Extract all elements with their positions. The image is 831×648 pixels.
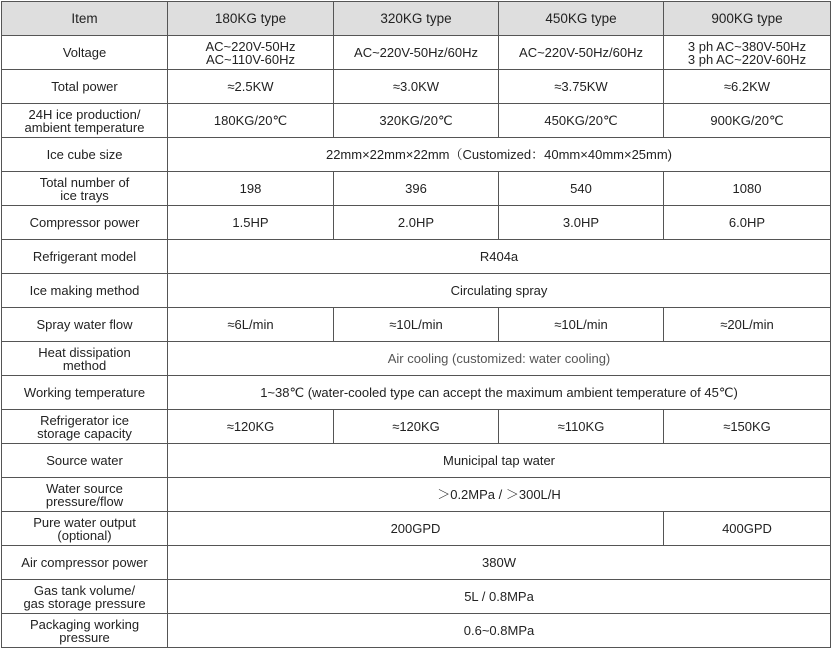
label-water-pressure <box>2 478 168 512</box>
value-voltage-320: AC~220V-50Hz/60Hz <box>334 36 499 70</box>
specification-table <box>1 1 831 648</box>
value-storage-180: ≈120KG <box>168 410 334 444</box>
pure-water-label-line2: (optional) <box>57 527 112 543</box>
label-ice-production <box>2 104 168 138</box>
label-ice-cube-size: Ice cube size <box>2 138 168 172</box>
row-storage-capacity <box>2 410 831 444</box>
ice-trays-label-line2: ice trays <box>60 187 109 203</box>
label-compressor-power: Compressor power <box>2 206 168 240</box>
value-compressor-320: 2.0HP <box>334 206 499 240</box>
value-ice-trays-180: 198 <box>168 172 334 206</box>
row-voltage <box>2 36 831 70</box>
value-spray-flow-180: ≈6L/min <box>168 308 334 342</box>
header-450kg: 450KG type <box>499 2 664 36</box>
row-heat-dissipation <box>2 342 831 376</box>
row-air-compressor <box>2 546 831 580</box>
value-spray-flow-900: ≈20L/min <box>664 308 831 342</box>
value-compressor-180: 1.5HP <box>168 206 334 240</box>
label-pure-water <box>2 512 168 546</box>
value-spray-flow-450: ≈10L/min <box>499 308 664 342</box>
label-ice-making: Ice making method <box>2 274 168 308</box>
gas-tank-label-line2: gas storage pressure <box>23 595 146 611</box>
row-pure-water <box>2 512 831 546</box>
label-ice-trays <box>2 172 168 206</box>
value-total-power-320: ≈3.0KW <box>334 70 499 104</box>
value-ice-making: Circulating spray <box>168 274 831 308</box>
value-total-power-180: ≈2.5KW <box>168 70 334 104</box>
row-gas-tank <box>2 580 831 614</box>
value-ice-production-450: 450KG/20℃ <box>499 104 664 138</box>
ice-production-label-line1: 24H ice production/ <box>28 106 141 122</box>
label-source-water: Source water <box>2 444 168 478</box>
heat-dissipation-label-line2: method <box>62 357 107 373</box>
header-320kg: 320KG type <box>334 2 499 36</box>
pure-water-label-line1: Pure water output <box>33 514 136 530</box>
value-voltage-900 <box>664 36 831 70</box>
row-ice-making <box>2 274 831 308</box>
storage-label-line1: Refrigerator ice <box>40 412 129 428</box>
value-ice-trays-450: 540 <box>499 172 664 206</box>
row-total-power <box>2 70 831 104</box>
value-ice-production-320: 320KG/20℃ <box>334 104 499 138</box>
header-180kg: 180KG type <box>168 2 334 36</box>
value-ice-cube-size: 22mm×22mm×22mm（Customized：40mm×40mm×25mm) <box>168 138 831 172</box>
row-ice-cube-size <box>2 138 831 172</box>
value-ice-trays-320: 396 <box>334 172 499 206</box>
voltage-180-line2: AC~110V-60Hz <box>205 51 295 67</box>
voltage-180-line1: AC~220V-50Hz <box>205 38 296 54</box>
row-ice-production <box>2 104 831 138</box>
label-spray-flow: Spray water flow <box>2 308 168 342</box>
value-pure-water-900: 400GPD <box>664 512 831 546</box>
value-source-water: Municipal tap water <box>168 444 831 478</box>
ice-production-label-line2: ambient temperature <box>24 119 145 135</box>
value-voltage-450: AC~220V-50Hz/60Hz <box>499 36 664 70</box>
voltage-900-line2: 3 ph AC~220V-60Hz <box>687 51 807 67</box>
label-total-power: Total power <box>2 70 168 104</box>
row-ice-trays <box>2 172 831 206</box>
water-pressure-label-line2: pressure/flow <box>45 493 124 509</box>
row-water-pressure <box>2 478 831 512</box>
label-voltage: Voltage <box>2 36 168 70</box>
row-source-water <box>2 444 831 478</box>
voltage-900-line1: 3 ph AC~380V-50Hz <box>687 38 807 54</box>
value-heat-dissipation: Air cooling (customized: water cooling) <box>168 342 831 376</box>
packaging-label-line1: Packaging working <box>29 616 140 632</box>
label-storage-capacity <box>2 410 168 444</box>
header-900kg: 900KG type <box>664 2 831 36</box>
row-compressor-power <box>2 206 831 240</box>
value-ice-trays-900: 1080 <box>664 172 831 206</box>
value-total-power-900: ≈6.2KW <box>664 70 831 104</box>
value-total-power-450: ≈3.75KW <box>499 70 664 104</box>
header-item: Item <box>2 2 168 36</box>
value-spray-flow-320: ≈10L/min <box>334 308 499 342</box>
row-working-temperature <box>2 376 831 410</box>
value-refrigerant: R404a <box>168 240 831 274</box>
heat-dissipation-label-line1: Heat dissipation <box>38 344 131 360</box>
value-pure-water-main: 200GPD <box>168 512 664 546</box>
value-compressor-450: 3.0HP <box>499 206 664 240</box>
label-heat-dissipation <box>2 342 168 376</box>
value-gas-tank: 5L / 0.8MPa <box>168 580 831 614</box>
value-ice-production-900: 900KG/20℃ <box>664 104 831 138</box>
value-compressor-900: 6.0HP <box>664 206 831 240</box>
ice-trays-label-line1: Total number of <box>39 174 130 190</box>
packaging-label-line2: pressure <box>59 629 110 645</box>
value-packaging: 0.6~0.8MPa <box>168 614 831 648</box>
header-row <box>2 2 831 36</box>
water-pressure-label-line1: Water source <box>46 480 123 496</box>
value-ice-production-180: 180KG/20℃ <box>168 104 334 138</box>
value-storage-320: ≈120KG <box>334 410 499 444</box>
value-working-temperature: 1~38℃ (water-cooled type can accept the maximum ambient temperature of 45℃) <box>168 376 831 410</box>
label-refrigerant: Refrigerant model <box>2 240 168 274</box>
value-water-pressure: ＞0.2MPa / ＞300L/H <box>168 478 831 512</box>
row-refrigerant <box>2 240 831 274</box>
storage-label-line2: storage capacity <box>37 425 132 441</box>
value-storage-450: ≈110KG <box>499 410 664 444</box>
label-gas-tank <box>2 580 168 614</box>
value-air-compressor: 380W <box>168 546 831 580</box>
gas-tank-label-line1: Gas tank volume/ <box>33 582 136 598</box>
label-air-compressor: Air compressor power <box>2 546 168 580</box>
value-voltage-180 <box>168 36 334 70</box>
value-storage-900: ≈150KG <box>664 410 831 444</box>
row-spray-flow <box>2 308 831 342</box>
label-working-temperature: Working temperature <box>2 376 168 410</box>
